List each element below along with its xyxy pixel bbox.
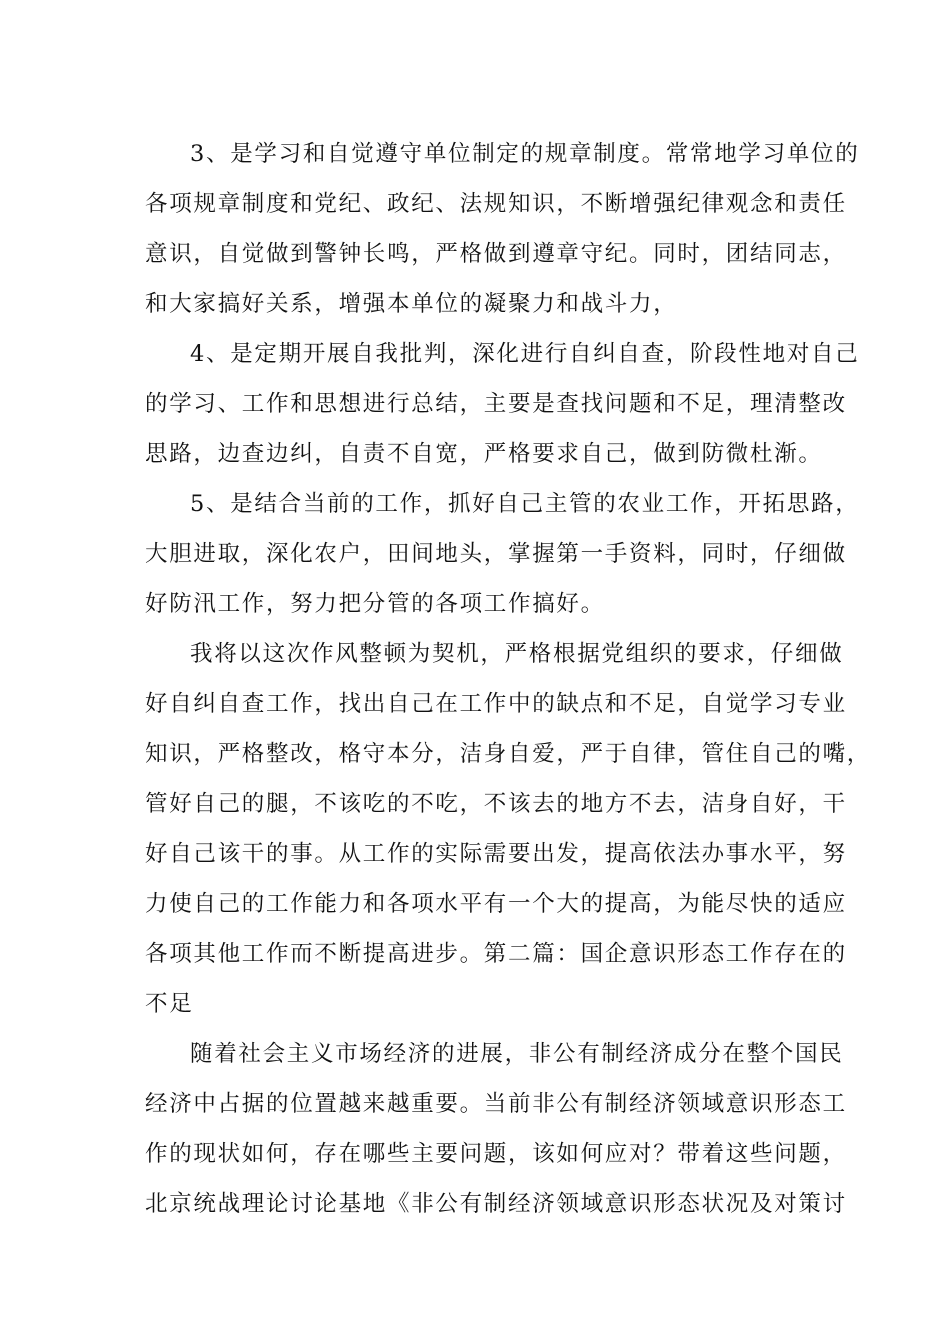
paragraph-line: 随着社会主义市场经济的进展，非公有制经济成分在整个国民: [190, 1041, 844, 1067]
paragraph-line: 意识，自觉做到警钟长鸣，严格做到遵章守纪。同时，团结同志，: [145, 241, 847, 267]
paragraph-line: 和大家搞好关系，增强本单位的凝聚力和战斗力，: [145, 291, 678, 317]
paragraph-item-4: [145, 329, 860, 479]
paragraph-line: 思路，边查边纠，自责不自宽，严格要求自己，做到防微杜渐。: [145, 441, 823, 467]
paragraph-line: 经济中占据的位置越来越重要。当前非公有制经济领域意识形态工: [145, 1091, 847, 1117]
paragraph-line: 的学习、工作和思想进行总结，主要是查找问题和不足，理清整改: [145, 391, 847, 417]
paragraph-intro-second-article: [145, 1029, 847, 1229]
paragraph-line: 各项规章制度和党纪、政纪、法规知识，不断增强纪律观念和责任: [145, 191, 847, 217]
paragraph-line: 好自纠自查工作，找出自己在工作中的缺点和不足，自觉学习专业: [145, 691, 847, 717]
paragraph-item-3: [145, 129, 860, 329]
paragraph-line: 作的现状如何，存在哪些主要问题，该如何应对？带着这些问题，: [145, 1141, 847, 1167]
paragraph-line: 各项其他工作而不断提高进步。第二篇：国企意识形态工作存在的: [145, 941, 847, 967]
paragraph-line: 大胆进取，深化农户，田间地头，掌握第一手资料，同时，仔细做: [145, 541, 847, 567]
paragraph-line: 3、是学习和自觉遵守单位制定的规章制度。常常地学习单位的: [190, 141, 860, 167]
paragraph-line: 不足: [145, 991, 194, 1017]
paragraph-line: 我将以这次作风整顿为契机，严格根据党组织的要求，仔细做: [190, 641, 844, 667]
paragraph-line: 5、是结合当前的工作，抓好自己主管的农业工作，开拓思路，: [190, 491, 860, 517]
paragraph-line: 力使自己的工作能力和各项水平有一个大的提高，为能尽快的适应: [145, 891, 847, 917]
paragraph-line: 好自己该干的事。从工作的实际需要出发，提高依法办事水平，努: [145, 841, 847, 867]
paragraph-item-5: [145, 479, 860, 629]
paragraph-line: 好防汛工作，努力把分管的各项工作搞好。: [145, 591, 605, 617]
paragraph-conclusion: [145, 629, 872, 1029]
paragraph-line: 4、是定期开展自我批判，深化进行自纠自查，阶段性地对自己: [190, 341, 860, 367]
paragraph-line: 北京统战理论讨论基地《非公有制经济领域意识形态状况及对策讨: [145, 1191, 847, 1217]
document-body: [145, 129, 872, 1229]
paragraph-line: 管好自己的腿，不该吃的不吃，不该去的地方不去，洁身自好，干: [145, 791, 847, 817]
paragraph-line: 知识，严格整改，格守本分，洁身自爱，严于自律，管住自己的嘴，: [145, 741, 872, 767]
